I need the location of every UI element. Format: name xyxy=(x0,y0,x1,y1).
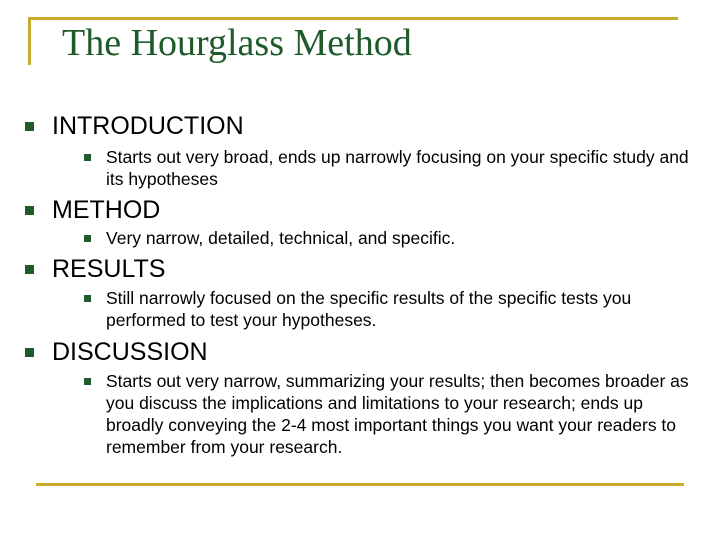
section-point: Starts out very broad, ends up narrowly focusing on your specific study and its hypotheses xyxy=(106,147,689,189)
square-bullet-icon xyxy=(84,154,91,161)
square-bullet-icon xyxy=(25,122,34,131)
section-point: Still narrowly focused on the specific results of the specific tests you performed to test your hypotheses. xyxy=(106,288,632,330)
left-rule xyxy=(28,17,31,65)
section-heading-discussion: DISCUSSION xyxy=(52,338,208,366)
section-point: Starts out very narrow, summarizing your results; then becomes broader as you discuss the implications and limitations to your research; ends up broadly conveying the 2-4 most important things you want your readers to remember from your research. xyxy=(106,371,689,457)
section-heading-method: METHOD xyxy=(52,196,161,224)
square-bullet-icon xyxy=(84,235,91,242)
square-bullet-icon xyxy=(25,206,34,215)
section-heading-results: RESULTS xyxy=(52,255,166,283)
square-bullet-icon xyxy=(25,265,34,274)
square-bullet-icon xyxy=(84,295,91,302)
section-heading-introduction: INTRODUCTION xyxy=(52,112,244,140)
square-bullet-icon xyxy=(84,378,91,385)
bottom-rule xyxy=(36,483,684,486)
square-bullet-icon xyxy=(25,348,34,357)
section-point: Very narrow, detailed, technical, and specific. xyxy=(106,228,456,248)
slide-title: The Hourglass Method xyxy=(62,22,412,64)
